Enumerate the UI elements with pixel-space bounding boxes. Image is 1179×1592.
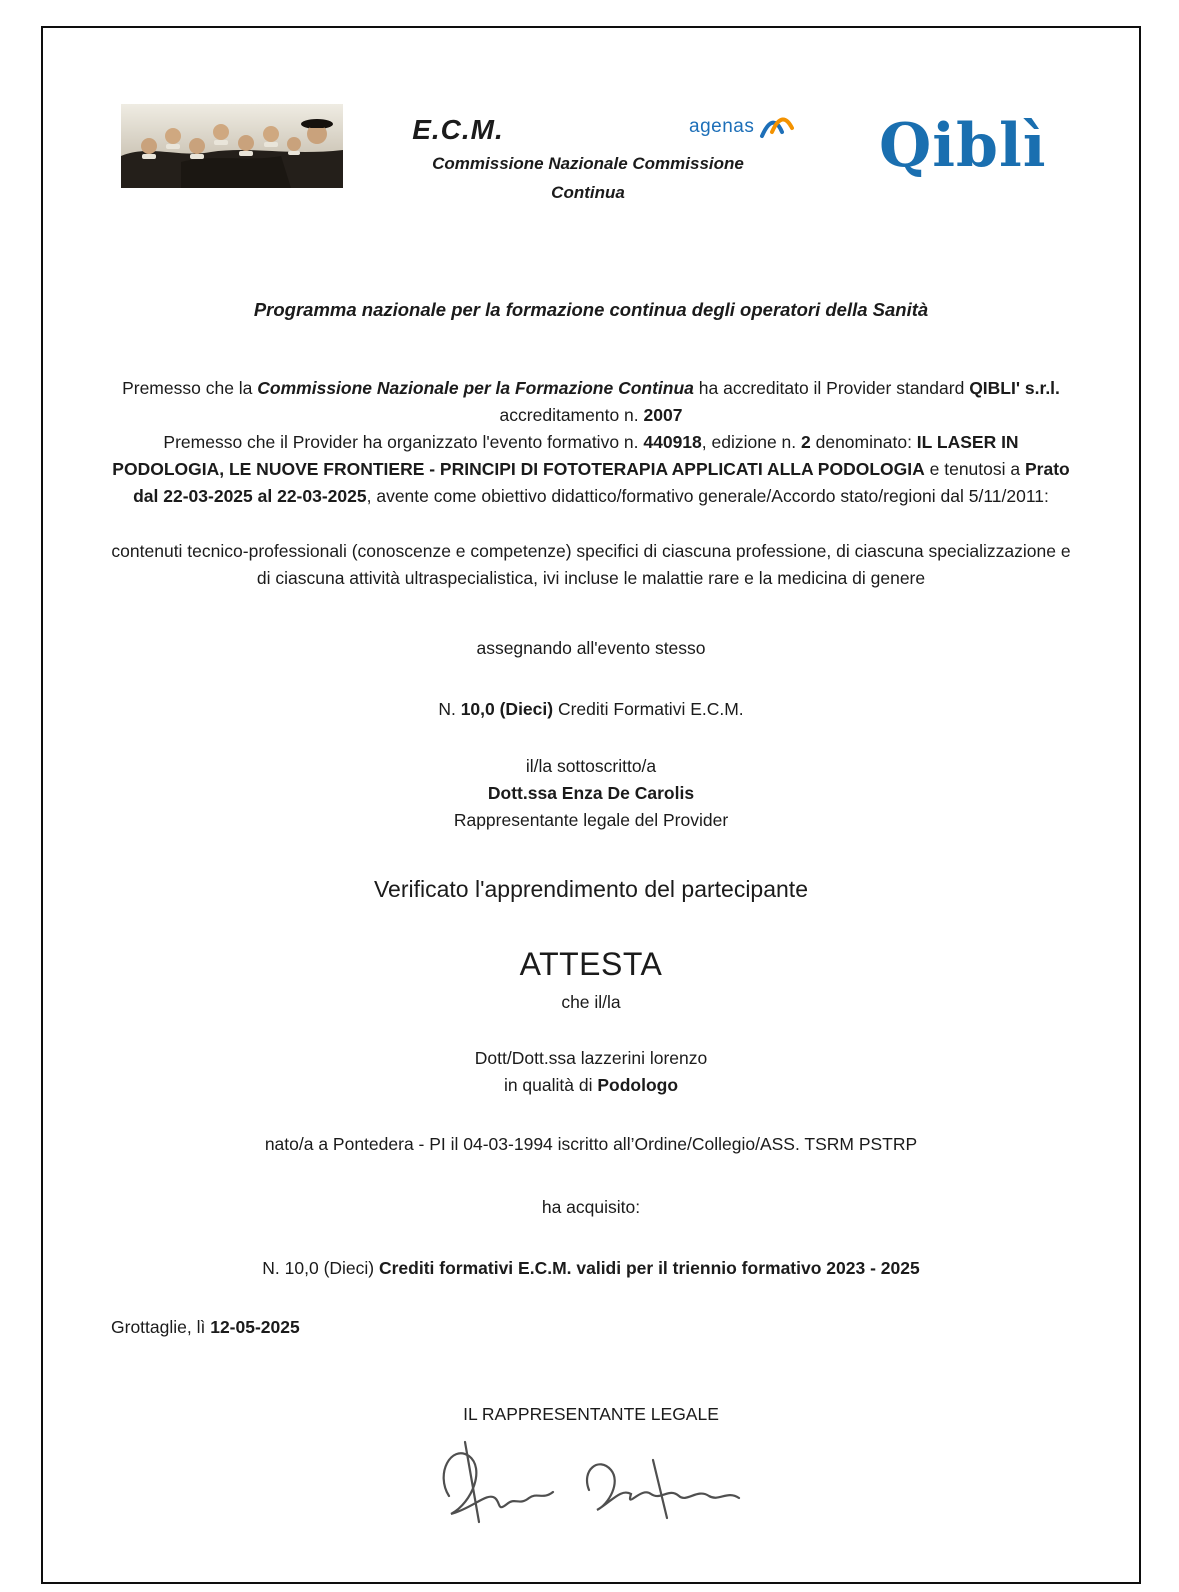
handwritten-signature: [421, 1430, 761, 1540]
text-segment: Crediti Formativi E.C.M.: [553, 698, 744, 719]
text-segment: e tenutosi a: [924, 459, 1025, 480]
text-segment: 10,0 (Dieci): [460, 698, 554, 719]
sottoscritto-line: il/la sottoscritto/a: [525, 755, 657, 776]
agenas-logo: [689, 112, 796, 142]
agenas-logo-text: agenas: [689, 116, 755, 138]
che-line: che il/la: [561, 992, 621, 1013]
text-segment: , avente come obiettivo didattico/formativo generale/Accordo stato/regioni dal 5/11/2011:: [366, 486, 1049, 507]
text-segment: Premesso che la: [122, 377, 258, 398]
group-portrait-painting-image: [121, 104, 343, 188]
firmatario-block: [111, 753, 1071, 834]
text-segment: 440918: [643, 431, 702, 452]
text-segment: Commissione Nazionale per la Formazione Continua: [257, 377, 694, 398]
text-segment: Podologo: [597, 1074, 679, 1095]
premesso-evento-paragraph: [111, 429, 1071, 510]
text-segment: ha accreditato il Provider standard: [693, 377, 970, 398]
certificate-header: [111, 104, 1071, 240]
text-segment: 2007: [643, 404, 683, 425]
text-segment: accreditamento n.: [499, 404, 644, 425]
signature-area: [111, 1430, 1071, 1548]
firmatario-name: Dott.ssa Enza De Carolis: [487, 782, 695, 803]
text-segment: , edizione n.: [701, 431, 802, 452]
text-segment: Grottaglie, lì: [111, 1317, 211, 1338]
verificato-line: Verificato l'apprendimento del partecipante: [373, 876, 808, 903]
certificate-frame: [41, 26, 1141, 1584]
firma-label: IL RAPPRESENTANTE LEGALE: [463, 1404, 719, 1425]
luogo-data-line: [111, 1314, 1071, 1341]
text-segment: 12-05-2025: [210, 1317, 300, 1338]
crediti-finali-line: [111, 1255, 1071, 1282]
ecm-title: E.C.M.: [412, 114, 504, 145]
text-segment: N. 10,0 (Dieci): [262, 1258, 379, 1279]
acquisito-line: ha acquisito:: [541, 1196, 641, 1217]
text-segment: QIBLI' s.r.l.: [969, 377, 1060, 398]
certificate-content: [43, 104, 1139, 1549]
crediti-line: [111, 696, 1071, 723]
ecm-subtitle: [373, 150, 803, 208]
agenas-swoosh-icon: [756, 112, 796, 142]
partecipante-name: Dott/Dott.ssa lazzerini lorenzo: [474, 1047, 708, 1068]
program-title: Programma nazionale per la formazione continua degli operatori della Sanità: [253, 299, 929, 320]
text-segment: Premesso che il Provider ha organizzato l'evento formativo n.: [163, 431, 644, 452]
ecm-subtitle-line1: Commissione Nazionale Commissione: [432, 154, 744, 173]
text-segment: 2: [801, 431, 811, 452]
text-segment: denominato:: [810, 431, 917, 452]
premesso-block: [111, 375, 1071, 511]
partecipante-qualifica: [111, 1072, 1071, 1099]
ecm-subtitle-line2: Continua: [551, 182, 625, 202]
partecipante-block: [111, 1045, 1071, 1099]
text-segment: Prato dal 22-03-2025 al 22-03-2025: [133, 459, 1070, 507]
text-segment: N.: [438, 698, 461, 719]
nascita-line: nato/a a Pontedera - PI il 04-03-1994 iscritto all’Ordine/Collegio/ASS. TSRM PSTRP: [264, 1133, 918, 1154]
contenuti-paragraph: contenuti tecnico-professionali (conoscenze e competenze) specifici di ciascuna professione, di ciascuna specializzazione e di ciascuna attività ultraspecialistica, ivi incluse le malattie rare e la medicina di genere: [111, 541, 1071, 589]
premesso-provider-paragraph: [111, 375, 1071, 429]
text-segment: Crediti formativi E.C.M. validi per il triennio formativo 2023 - 2025: [378, 1258, 920, 1279]
attesta-heading: ATTESTA: [519, 945, 663, 982]
qibli-logo: Qiblì: [879, 111, 1047, 181]
text-segment: IL LASER IN PODOLOGIA, LE NUOVE FRONTIERE - PRINCIPI DI FOTOTERAPIA APPLICATI ALLA PODOLOGIA: [112, 431, 1019, 480]
text-segment: in qualità di: [503, 1074, 598, 1095]
firmatario-role: Rappresentante legale del Provider: [453, 810, 729, 831]
assegnando-line: assegnando all'evento stesso: [476, 637, 706, 658]
